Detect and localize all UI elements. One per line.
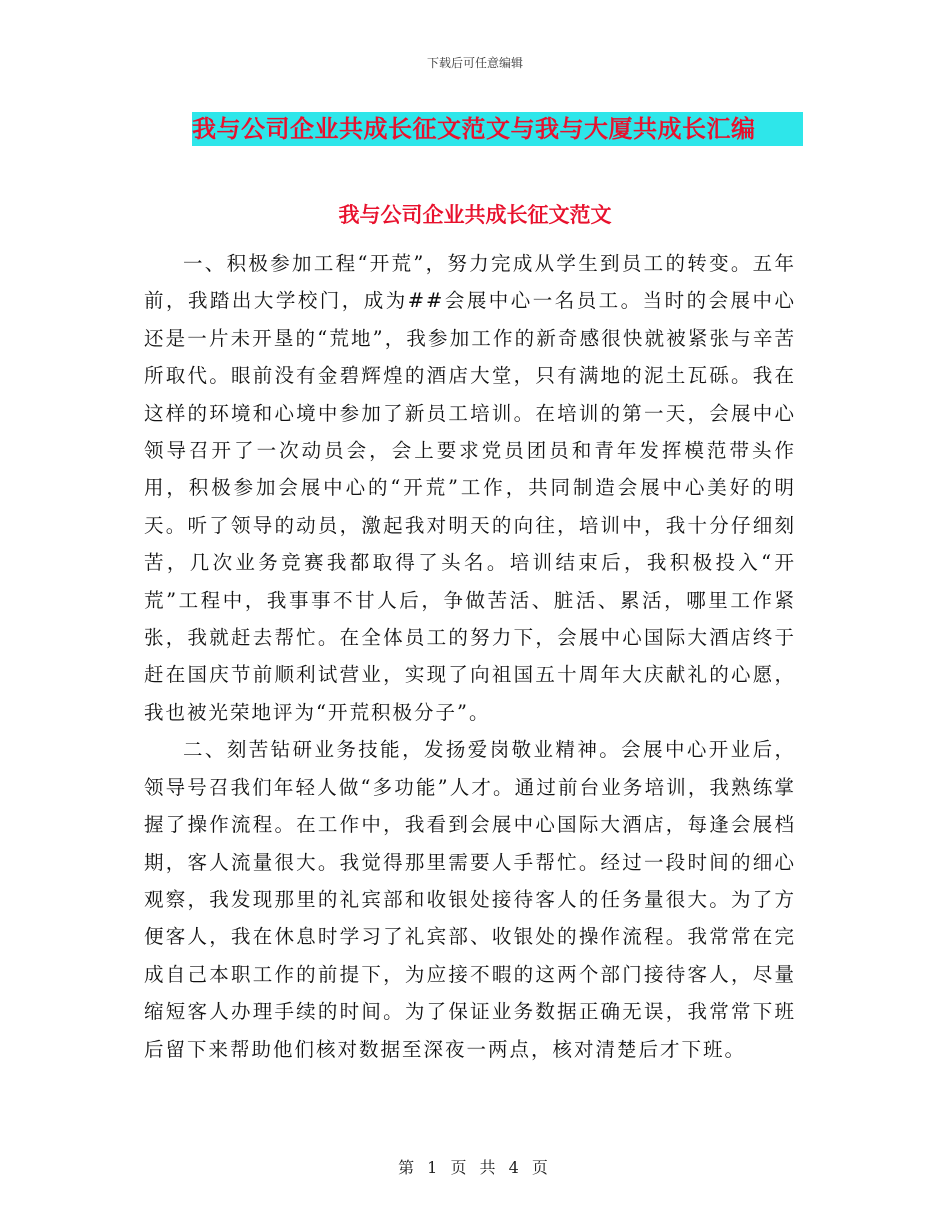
main-title-highlight	[192, 112, 803, 146]
main-title: 我与公司企业共成长征文范文与我与大厦共成长汇编	[192, 114, 756, 143]
body-text	[144, 245, 796, 1068]
page-number-footer: 第 1 页 共 4 页	[398, 1158, 552, 1177]
header-note: 下载后可任意编辑	[426, 56, 523, 70]
paragraph-2: 二、刻苦钻研业务技能，发扬爱岗敬业精神。会展中心开业后，领导号召我们年轻人做“多功能”人才。通过前台业务培训，我熟练掌握了操作流程。在工作中，我看到会展中心国际大酒店，每逢会展档期，客人流量很大。我觉得那里需要人手帮忙。经过一段时间的细心观察，我发现那里的礼宾部和收银处接待客人的任务量很大。为了方便客人，我在休息时学习了礼宾部、收银处的操作流程。我常常在完成自己本职工作的前提下，为应接不暇的这两个部门接待客人，尽量缩短客人办理手续的时间。为了保证业务数据正确无误，我常常下班后留下来帮助他们核对数据至深夜一两点，核对清楚后才下班。	[144, 738, 796, 1061]
paragraph-1: 一、积极参加工程“开荒”，努力完成从学生到员工的转变。五年前，我踏出大学校门，成为##会展中心一名员工。当时的会展中心还是一片未开垦的“荒地”，我参加工作的新奇感很快就被紧张与辛苦所取代。眼前没有金碧辉煌的酒店大堂，只有满地的泥土瓦砾。我在这样的环境和心境中参加了新员工培训。在培训的第一天，会展中心领导召开了一次动员会，会上要求党员团员和青年发挥模范带头作用，积极参加会展中心的“开荒”工作，共同制造会展中心美好的明天。听了领导的动员，激起我对明天的向往，培训中，我十分仔细刻苦，几次业务竞赛我都取得了头名。培训结束后，我积极投入“开荒”工程中，我事事不甘人后，争做苦活、脏活、累活，哪里工作紧张，我就赶去帮忙。在全体员工的努力下，会展中心国际大酒店终于赶在国庆节前顺利试营业，实现了向祖国五十周年大庆献礼的心愿，我也被光荣地评为“开荒积极分子”。	[144, 252, 796, 724]
sub-title: 我与公司企业共成长征文范文	[338, 202, 612, 227]
